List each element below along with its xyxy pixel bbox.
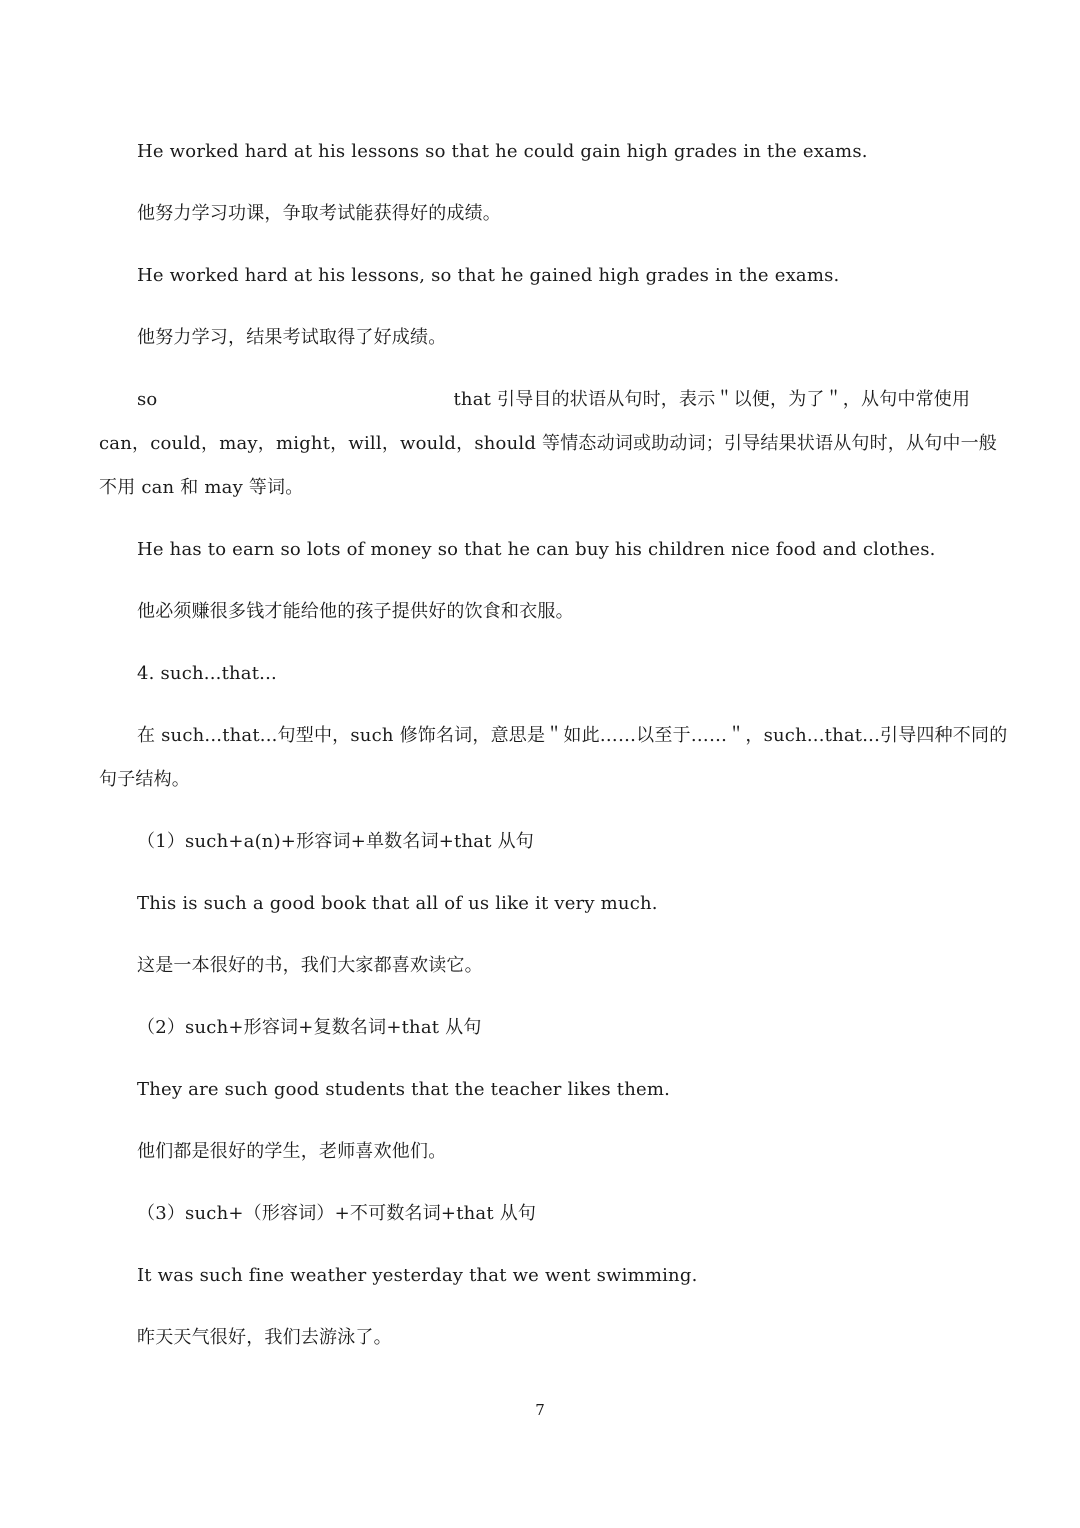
explanation-line: can，could，may，might，will，would，should 等情态动词或助动词；引导结果状语从句时，从句中一般 [99,433,997,454]
example-sentence-zh: 他努力学习，结果考试取得了好成绩。 [137,327,447,348]
example-sentence-en: This is such a good book that all of us like it very much. [137,893,658,914]
pattern-heading: （1）such+a(n)+形容词+单数名词+that 从句 [137,831,534,852]
example-sentence-zh: 这是一本很好的书，我们大家都喜欢读它。 [137,955,483,976]
example-sentence-en: He worked hard at his lessons, so that he gained high grades in the exams. [137,265,840,286]
example-sentence-zh: 他们都是很好的学生，老师喜欢他们。 [137,1141,447,1162]
explanation-line: 在 such...that...句型中，such 修饰名词，意思是＂如此……以至于……＂，such...that...引导四种不同的 [137,725,1008,746]
explanation-text: that 引导目的状语从句时，表示＂以便，为了＂，从句中常使用 [453,389,971,410]
example-sentence-en: It was such fine weather yesterday that we went swimming. [137,1265,698,1286]
example-sentence-zh: 他必须赚很多钱才能给他的孩子提供好的饮食和衣服。 [137,601,574,622]
page-number: 7 [535,1401,545,1419]
example-sentence-en: They are such good students that the teacher likes them. [137,1079,671,1100]
example-sentence-en: He worked hard at his lessons so that he could gain high grades in the exams. [137,141,868,162]
explanation-line: 不用 can 和 may 等词。 [99,477,304,498]
explanation-word-so: so [137,389,158,410]
example-sentence-zh: 昨天天气很好，我们去游泳了。 [137,1327,392,1348]
explanation-line [137,388,970,412]
pattern-heading: （3）such+（形容词）+不可数名词+that 从句 [137,1203,537,1224]
explanation-line: 句子结构。 [99,769,190,790]
pattern-heading: （2）such+形容词+复数名词+that 从句 [137,1017,482,1038]
example-sentence-en: He has to earn so lots of money so that he can buy his children nice food and clothes. [137,539,936,560]
example-sentence-zh: 他努力学习功课，争取考试能获得好的成绩。 [137,203,501,224]
section-heading: 4. such...that... [137,663,277,684]
